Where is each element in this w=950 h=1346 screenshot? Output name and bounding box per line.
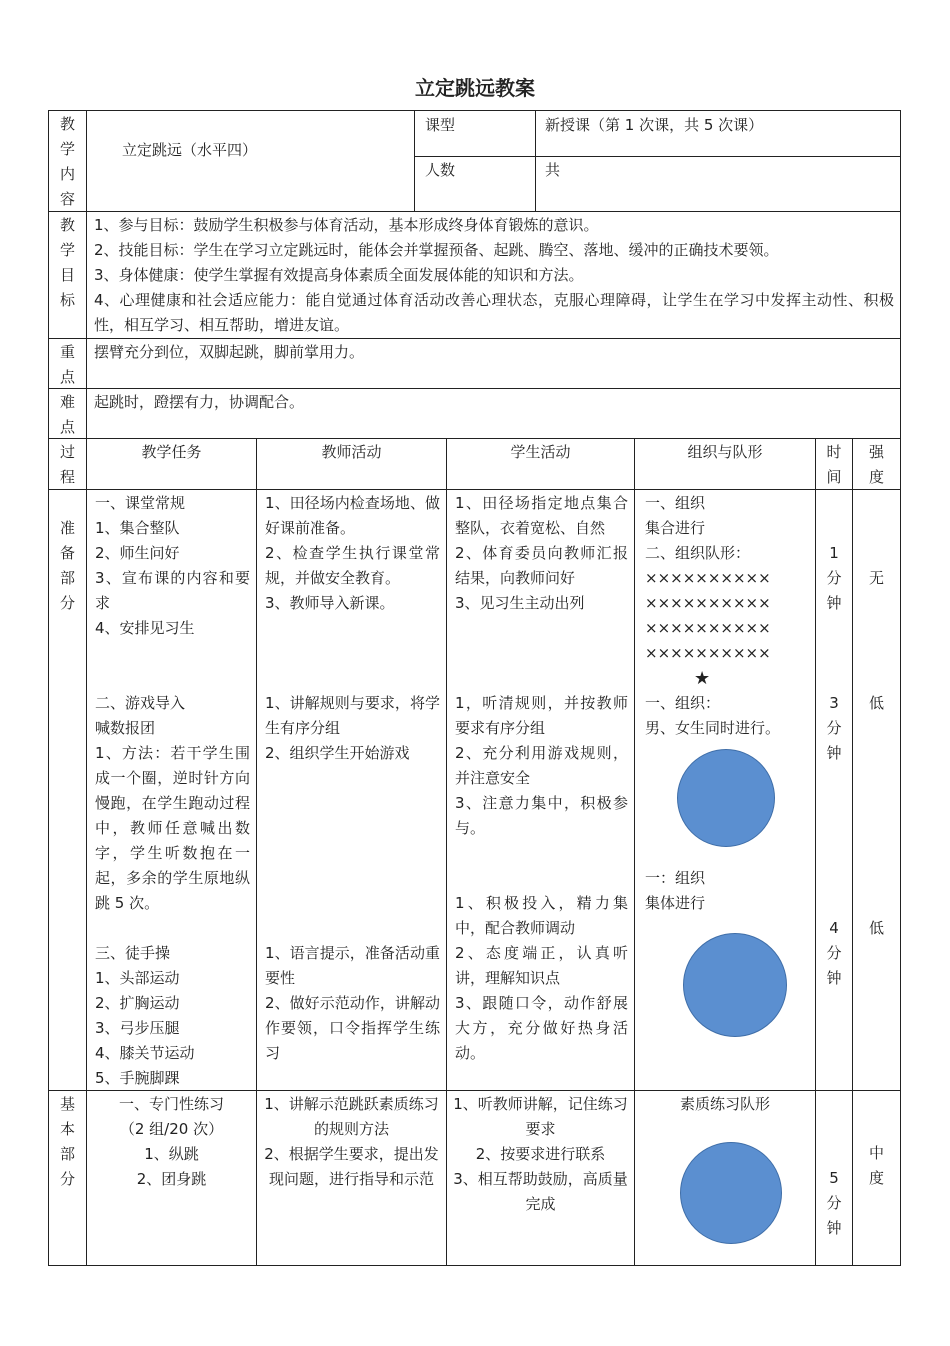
goal-item: 4、心理健康和社会适应能力：能自觉通过体育活动改善心理状态，克服心理障碍，让学生在学习中发挥主动性、积极性，相互学习、相互帮助，增进友谊。 (94, 291, 894, 334)
prep-task-1: 一、课堂常规 1、集合整队 2、师生问好 3、宣布课的内容和要求 4、安排见习生 (95, 494, 250, 637)
prep-intensity-1: 无 (868, 569, 884, 587)
prep-student-3: 1、积极投入，精力集中，配合教师调动 2、态度端正，认真听讲，理解知识点 3、跟随口令，动作舒展大方，充分做好热身活动。 (455, 894, 628, 1062)
table-line (634, 438, 635, 1266)
prep-intensity-3: 低 (868, 919, 884, 937)
basic-time: 5 分 钟 (826, 1169, 842, 1237)
header-intensity: 强 度 (868, 443, 884, 486)
circle-formation-icon (677, 749, 775, 847)
table-line (446, 438, 447, 1266)
basic-task: 一、专门性练习 （2 组/20 次） 1、纵跳 2、团身跳 (118, 1095, 224, 1188)
circle-formation-icon (683, 933, 787, 1037)
goal-item: 2、技能目标：学生在学习立定跳远时，能体会并掌握预备、起跳、腾空、落地、缓冲的正确技术要领。 (94, 241, 779, 259)
header-task: 教学任务 (141, 443, 202, 461)
basic-intensity: 中 度 (868, 1144, 884, 1187)
header-teacher: 教师活动 (321, 443, 382, 461)
prep-student-1: 1、田径场指定地点集合整队，衣着宽松、自然 2、体育委员向教师汇报结果，向教师问好 3、见习生主动出列 (455, 494, 628, 612)
count-value: 共 (545, 161, 561, 179)
header-process: 过 程 (59, 443, 75, 486)
prep-student-2: 1，听清规则，并按教师要求有序分组 2、充分利用游戏规则，并注意安全 3、注意力集中，积极参与。 (455, 694, 628, 837)
prep-intensity-2: 低 (868, 694, 884, 712)
prep-teacher-3: 1、语言提示，准备活动重要性 2、做好示范动作，讲解动作要领，口令指挥学生练习 (265, 944, 440, 1062)
prep-teacher-1: 1、田径场内检查场地、做好课前准备。 2、检查学生执行课堂常规，并做安全教育。 3、教师导入新课。 (265, 494, 440, 612)
table-line (48, 438, 901, 439)
table-line (414, 110, 415, 211)
header-student: 学生活动 (510, 443, 571, 461)
goal-item: 1、参与目标：鼓励学生积极参与体育活动，基本形成终身体育锻炼的意识。 (94, 216, 599, 234)
prep-label: 准 备 部 分 (59, 519, 75, 612)
table-border-right (900, 110, 901, 1266)
table-border-bottom (48, 1265, 901, 1266)
difficulty-label: 难 点 (59, 393, 75, 436)
content-value: 立定跳远（水平四） (122, 141, 258, 159)
basic-student: 1、听教师讲解，记住练习要求 2、按要求进行联系 3、相互帮助鼓励，高质量完成 (453, 1095, 628, 1213)
header-time: 时 间 (826, 443, 842, 486)
difficulty-value: 起跳时，蹬摆有力，协调配合。 (94, 393, 305, 411)
table-line (48, 489, 901, 490)
table-line (414, 156, 901, 157)
goals-list (94, 213, 894, 338)
type-value: 新授课（第 1 次课，共 5 次课） (545, 116, 764, 134)
count-label: 人数 (425, 161, 456, 179)
basic-org: 素质练习队形 (679, 1095, 770, 1113)
key-point-label: 重 点 (59, 343, 75, 386)
table-line (535, 110, 536, 211)
type-label: 课型 (425, 116, 456, 134)
table-line (256, 438, 257, 1266)
table-border-top (48, 110, 901, 111)
prep-org-1: 一、组织 集合进行 二、组织队形： ×××××××××× ×××××××××× ×××××××××× ×××××××××× (645, 494, 771, 662)
page-title: 立定跳远教案 (415, 76, 535, 100)
goal-item: 3、身体健康：使学生掌握有效提高身体素质全面发展体能的知识和方法。 (94, 266, 584, 284)
content-label: 教 学 内 容 (59, 115, 75, 208)
table-line (48, 388, 901, 389)
basic-label: 基 本 部 分 (59, 1095, 75, 1188)
circle-formation-icon (680, 1142, 782, 1244)
prep-teacher-2: 1、讲解规则与要求，将学生有序分组 2、组织学生开始游戏 (265, 694, 440, 762)
prep-org-3: 一：组织 集体进行 (645, 869, 706, 912)
key-point-value: 摆臂充分到位，双脚起跳，脚前掌用力。 (94, 343, 365, 361)
prep-org-2: 一、组织： 男、女生同时进行。 (645, 694, 781, 737)
header-org: 组织与队形 (687, 443, 763, 461)
prep-task-2: 二、游戏导入 喊数报团 1、方法：若干学生围成一个圈，逆时针方向慢跑，在学生跑动过程中，教师任意喊出数字，学生听数抱在一起，多余的学生原地纵跳 5 次。 (95, 694, 250, 912)
basic-teacher: 1、讲解示范跳跃素质练习的规则方法 2、根据学生要求，提出发现问题，进行指导和示范 (264, 1095, 439, 1188)
prep-time-2: 3 分 钟 (826, 694, 842, 762)
goals-label: 教 学 目 标 (59, 216, 75, 309)
prep-time-1: 1 分 钟 (826, 544, 842, 612)
teacher-star-icon: ★ (694, 668, 711, 689)
table-line (48, 338, 901, 339)
prep-task-3: 三、徒手操 1、头部运动 2、扩胸运动 3、弓步压腿 4、膝关节运动 5、手腕脚踝 (95, 944, 195, 1087)
table-line (48, 211, 901, 212)
prep-time-3: 4 分 钟 (826, 919, 842, 987)
